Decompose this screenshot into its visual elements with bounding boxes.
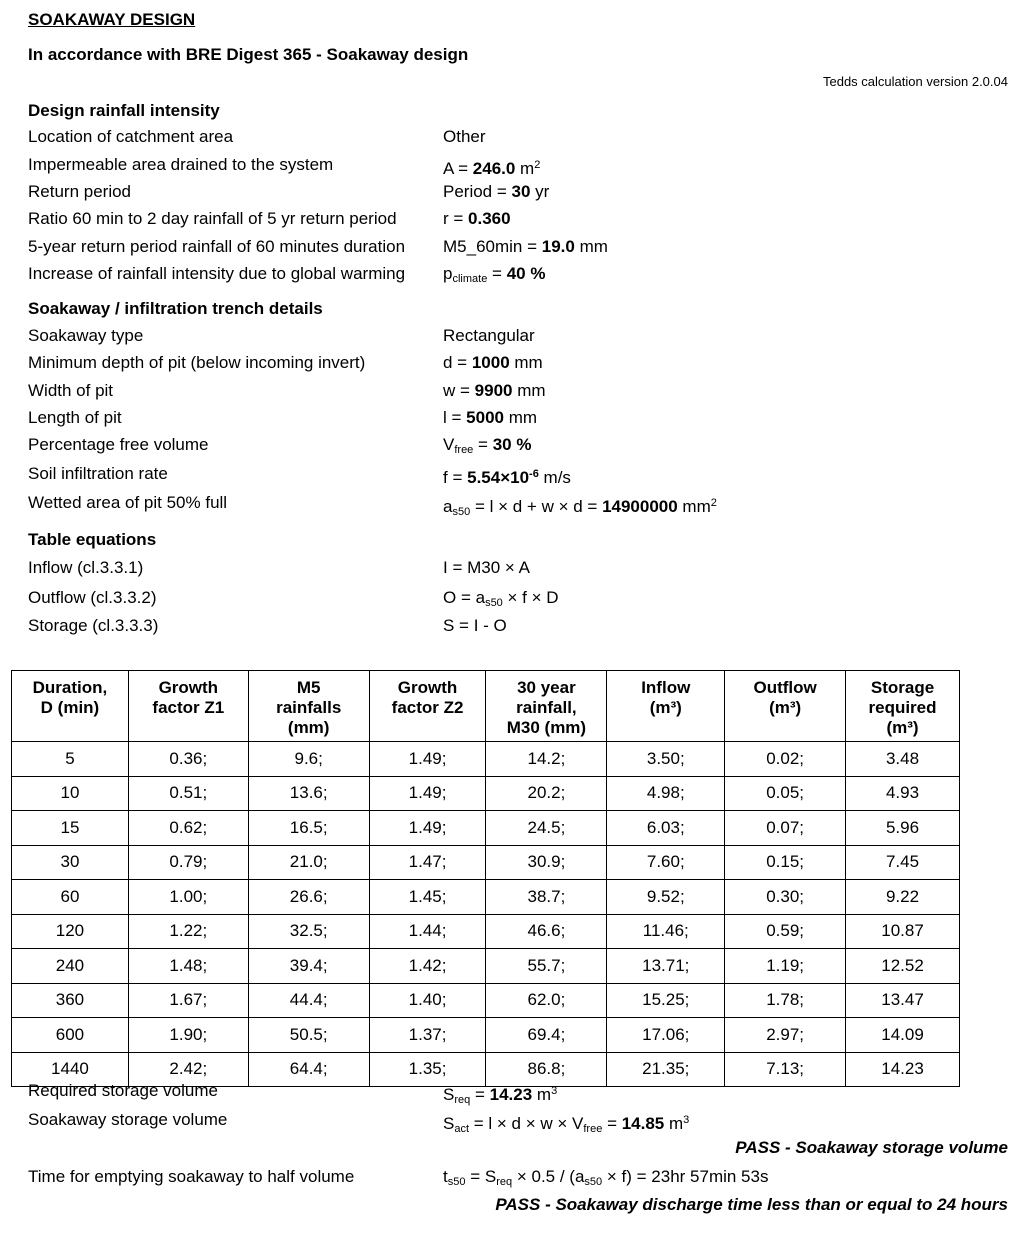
inflow-eq-value: I = M30 × A (443, 558, 530, 577)
table-cell: 1.42; (369, 949, 486, 984)
equations-heading: Table equations (28, 530, 157, 549)
table-cell: 3.50; (607, 742, 725, 777)
table-cell: 9.6; (248, 742, 369, 777)
table-cell: 32.5; (248, 914, 369, 949)
table-cell: 55.7; (486, 949, 607, 984)
table-cell: 6.03; (607, 811, 725, 846)
table-header-row (12, 671, 960, 742)
col-header-growth-z1: Growth factor Z1 (128, 671, 248, 742)
table-cell: 2.97; (725, 1018, 846, 1053)
table-cell: 10.87 (846, 914, 960, 949)
table-cell: 44.4; (248, 983, 369, 1018)
width-label: Width of pit (28, 381, 114, 400)
table-cell: 39.4; (248, 949, 369, 984)
table-cell: 1.00; (128, 880, 248, 915)
table-cell: 5.96 (846, 811, 960, 846)
table-cell: 1.37; (369, 1018, 486, 1053)
col-header-m5-rainfalls: M5 rainfalls (mm) (248, 671, 369, 742)
table-row (12, 914, 960, 949)
table-cell: 5 (12, 742, 129, 777)
table-cell: 20.2; (486, 776, 607, 811)
emptying-time-value: $t_{s50} = S_{req} \times 0.5 / (a_{s50} \times f) = 23hr$ 57min 53s (443, 1167, 769, 1188)
area-label: Impermeable area drained to the system (28, 155, 334, 174)
table-cell: 0.05; (725, 776, 846, 811)
table-cell: 10 (12, 776, 129, 811)
actual-storage-label: Soakaway storage volume (28, 1110, 228, 1129)
col-header-outflow: Outflow (m³) (725, 671, 846, 742)
period-label: Return period (28, 182, 132, 201)
location-label: Location of catchment area (28, 127, 234, 146)
table-cell: 360 (12, 983, 129, 1018)
table-row (12, 811, 960, 846)
table-cell: 0.15; (725, 845, 846, 880)
m5-label: 5-year return period rainfall of 60 minutes duration (28, 237, 406, 256)
table-cell: 14.09 (846, 1018, 960, 1053)
table-cell: 0.79; (128, 845, 248, 880)
required-storage-value: $S_{req} = 14.23$ $m^3$ (443, 1085, 558, 1106)
pass-storage-status: PASS - Soakaway storage volume (735, 1138, 1008, 1157)
table-cell: 1.44; (369, 914, 486, 949)
table-cell: 0.62; (128, 811, 248, 846)
version-label: Tedds calculation version 2.0.04 (822, 74, 1008, 89)
area-value: A = 246.0 $m^2$ (443, 159, 541, 178)
table-cell: 4.93 (846, 776, 960, 811)
table-row (12, 949, 960, 984)
table-cell: 69.4; (486, 1018, 607, 1053)
table-cell: 0.02; (725, 742, 846, 777)
table-cell: 46.6; (486, 914, 607, 949)
table-cell: 0.07; (725, 811, 846, 846)
pass-discharge-status: PASS - Soakaway discharge time less than or equal to 24 hours (495, 1195, 1008, 1214)
table-cell: 11.46; (607, 914, 725, 949)
location-value: Other (443, 127, 486, 146)
depth-label: Minimum depth of pit (below incoming invert) (28, 353, 366, 372)
soil-value: $f = 5.54\times 10^{-6}$ m/s (443, 468, 571, 487)
width-value: w = 9900 mm (443, 381, 546, 400)
table-cell: 1.49; (369, 776, 486, 811)
table-cell: 1.49; (369, 742, 486, 777)
table-cell: 14.2; (486, 742, 607, 777)
table-cell: 7.60; (607, 845, 725, 880)
table-cell: 1.40; (369, 983, 486, 1018)
table-cell: 2.42; (128, 1052, 248, 1087)
ratio-value: r = 0.360 (443, 209, 511, 228)
rainfall-heading: Design rainfall intensity (28, 101, 220, 120)
length-value: l = 5000 mm (443, 408, 538, 427)
wetted-value: $a_{s50} = l \times d + w \times d = 14900000$ $mm^2$ (443, 497, 717, 518)
table-cell: 26.6; (248, 880, 369, 915)
table-cell: 50.5; (248, 1018, 369, 1053)
table-cell: 30 (12, 845, 129, 880)
period-value: Period = 30 yr (443, 182, 550, 201)
table-cell: 21.0; (248, 845, 369, 880)
table-cell: 1.47; (369, 845, 486, 880)
table-cell: 600 (12, 1018, 129, 1053)
length-label: Length of pit (28, 408, 122, 427)
type-label: Soakaway type (28, 326, 144, 345)
table-cell: 14.23 (846, 1052, 960, 1087)
climate-label: Increase of rainfall intensity due to global warming (28, 264, 406, 283)
table-cell: 1440 (12, 1052, 129, 1087)
table-cell: 7.45 (846, 845, 960, 880)
table-cell: 16.5; (248, 811, 369, 846)
table-cell: 13.71; (607, 949, 725, 984)
table-cell: 21.35; (607, 1052, 725, 1087)
type-value: Rectangular (443, 326, 535, 345)
table-cell: 13.47 (846, 983, 960, 1018)
table-cell: 1.67; (128, 983, 248, 1018)
table-cell: 60 (12, 880, 129, 915)
table-cell: 64.4; (248, 1052, 369, 1087)
table-cell: 120 (12, 914, 129, 949)
free-volume-label: Percentage free volume (28, 435, 209, 454)
page-subtitle: In accordance with BRE Digest 365 - Soakaway design (28, 45, 469, 64)
col-header-growth-z2: Growth factor Z2 (369, 671, 486, 742)
table-cell: 3.48 (846, 742, 960, 777)
table-cell: 1.78; (725, 983, 846, 1018)
wetted-label: Wetted area of pit 50% full (28, 493, 228, 512)
storage-eq-label: Storage (cl.3.3.3) (28, 616, 159, 635)
table-cell: 7.13; (725, 1052, 846, 1087)
table-cell: 86.8; (486, 1052, 607, 1087)
table-cell: 15 (12, 811, 129, 846)
table-cell: 1.22; (128, 914, 248, 949)
col-header-duration: Duration, D (min) (12, 671, 129, 742)
storage-eq-value: S = I - O (443, 616, 507, 635)
col-header-inflow: Inflow (m³) (607, 671, 725, 742)
depth-value: d = 1000 mm (443, 353, 543, 372)
table-row (12, 742, 960, 777)
climate-value: $p_{climate} = 40$ % (443, 264, 546, 285)
table-cell: 17.06; (607, 1018, 725, 1053)
table-cell: 1.35; (369, 1052, 486, 1087)
table-cell: 38.7; (486, 880, 607, 915)
table-cell: 240 (12, 949, 129, 984)
inflow-eq-label: Inflow (cl.3.3.1) (28, 558, 144, 577)
table-row (12, 983, 960, 1018)
storage-table (11, 670, 960, 1087)
table-cell: 1.90; (128, 1018, 248, 1053)
table-cell: 9.22 (846, 880, 960, 915)
table-cell: 9.52; (607, 880, 725, 915)
col-header-m30-rainfall: 30 year rainfall, M30 (mm) (486, 671, 607, 742)
outflow-eq-label: Outflow (cl.3.3.2) (28, 588, 157, 607)
table-cell: 1.45; (369, 880, 486, 915)
table-cell: 62.0; (486, 983, 607, 1018)
col-header-storage: Storage required (m³) (846, 671, 960, 742)
soil-label: Soil infiltration rate (28, 464, 168, 483)
free-volume-value: $V_{free} = 30$ % (443, 435, 532, 456)
table-row (12, 1018, 960, 1053)
table-cell: 30.9; (486, 845, 607, 880)
table-cell: 1.49; (369, 811, 486, 846)
table-cell: 0.51; (128, 776, 248, 811)
table-row (12, 845, 960, 880)
emptying-time-label: Time for emptying soakaway to half volume (28, 1167, 355, 1186)
actual-storage-value: $S_{act} = l \times d \times w \times V_{free} = 14.85$ $m^3$ (443, 1114, 690, 1135)
table-cell: 12.52 (846, 949, 960, 984)
m5-value: M5_60min = 19.0 mm (443, 237, 608, 256)
ratio-label: Ratio 60 min to 2 day rainfall of 5 yr return period (28, 209, 397, 228)
table-row (12, 880, 960, 915)
table-cell: 1.48; (128, 949, 248, 984)
required-storage-label: Required storage volume (28, 1081, 218, 1100)
trench-heading: Soakaway / infiltration trench details (28, 299, 323, 318)
outflow-eq-value: $O = a_{s50} \times f \times D$ (443, 588, 559, 609)
table-cell: 0.36; (128, 742, 248, 777)
table-cell: 0.30; (725, 880, 846, 915)
page-title: SOAKAWAY DESIGN (28, 10, 196, 29)
table-cell: 1.19; (725, 949, 846, 984)
table-row (12, 776, 960, 811)
table-cell: 0.59; (725, 914, 846, 949)
table-cell: 15.25; (607, 983, 725, 1018)
table-cell: 24.5; (486, 811, 607, 846)
table-cell: 4.98; (607, 776, 725, 811)
table-cell: 13.6; (248, 776, 369, 811)
